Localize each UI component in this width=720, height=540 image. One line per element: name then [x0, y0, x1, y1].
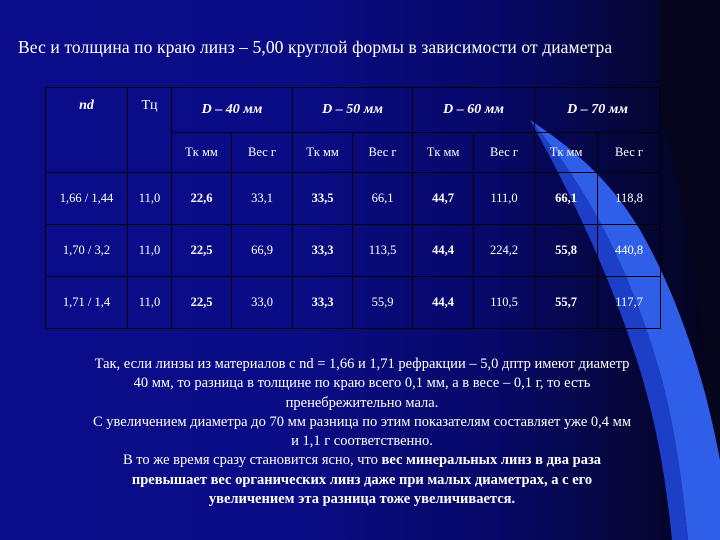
text-emphasis: увеличением эта разница тоже увеличивается.: [208, 491, 516, 508]
table-row: [46, 173, 661, 225]
subheader-tk: Tк мм: [535, 133, 598, 173]
cell-value: 33,3: [293, 225, 353, 277]
header-tc: [128, 88, 172, 173]
cell-value: 66,1: [535, 173, 598, 225]
text-emphasis: превышает вес органических линз даже при малых диаметрах, а с его: [131, 471, 593, 488]
cell-value: 224,2: [474, 225, 535, 277]
lens-data-table: [45, 87, 661, 329]
header-diameter-70: D – 70 мм: [535, 88, 661, 133]
text-line: С увеличением диаметра до 70 мм разница по этим показателям составляет уже 0,4 мм: [92, 413, 632, 430]
cell-tc: 11,0: [128, 173, 172, 225]
text-line: пренебрежительно мала.: [285, 394, 439, 411]
cell-value: 113,5: [353, 225, 413, 277]
text-line: и 1,1 г соответственно.: [291, 433, 433, 450]
text-line: [22, 451, 702, 470]
subheader-tk: Tк мм: [293, 133, 353, 173]
subheader-weight: Вес г: [232, 133, 293, 173]
cell-value: 111,0: [474, 173, 535, 225]
cell-value: 33,5: [293, 173, 353, 225]
cell-value: 118,8: [598, 173, 661, 225]
cell-value: 55,8: [535, 225, 598, 277]
cell-value: 33,1: [232, 173, 293, 225]
cell-value: 33,0: [232, 277, 293, 329]
text-emphasis: вес минеральных линз в два раза: [381, 452, 602, 469]
header-diameter-50: D – 50 мм: [293, 88, 413, 133]
text-line: 40 мм, то разница в толщине по краю всего 0,1 мм, а в весе – 0,1 г, то есть: [133, 375, 591, 392]
cell-nd: 1,66 / 1,44: [46, 173, 128, 225]
header-diameter-60: D – 60 мм: [413, 88, 535, 133]
slide-title: Вес и толщина по краю линз – 5,00 круглой формы в зависимости от диаметра: [18, 37, 613, 57]
cell-value: 55,9: [353, 277, 413, 329]
table-row: [46, 225, 661, 277]
subheader-weight: Вес г: [353, 133, 413, 173]
cell-value: 44,4: [413, 225, 474, 277]
text-fragment: В то же время сразу становится ясно, что: [122, 452, 382, 469]
cell-value: 22,6: [172, 173, 232, 225]
header-nd-label: nd: [79, 98, 94, 113]
cell-value: 44,4: [413, 277, 474, 329]
header-nd: [46, 88, 128, 173]
cell-value: 55,7: [535, 277, 598, 329]
cell-nd: 1,71 / 1,4: [46, 277, 128, 329]
text-line: Так, если линзы из материалов с nd = 1,66 и 1,71 рефракции – 5,0 дптр имеют диаметр: [94, 356, 630, 372]
subheader-tk: Tк мм: [172, 133, 232, 173]
table-header-row: [46, 88, 661, 133]
cell-value: 117,7: [598, 277, 661, 329]
cell-value: 66,1: [353, 173, 413, 225]
cell-tc: 11,0: [128, 225, 172, 277]
subheader-weight: Вес г: [474, 133, 535, 173]
cell-value: 110,5: [474, 277, 535, 329]
text-line-bold: [22, 471, 702, 490]
table-row: [46, 277, 661, 329]
cell-value: 22,5: [172, 225, 232, 277]
cell-value: 440,8: [598, 225, 661, 277]
cell-tc: 11,0: [128, 277, 172, 329]
text-line-bold: [22, 490, 702, 509]
explanation-text: [22, 355, 702, 509]
subheader-tk: Tк мм: [413, 133, 474, 173]
cell-nd: 1,70 / 3,2: [46, 225, 128, 277]
header-tc-label: Tц: [141, 98, 158, 113]
cell-value: 66,9: [232, 225, 293, 277]
header-diameter-40: D – 40 мм: [172, 88, 293, 133]
cell-value: 44,7: [413, 173, 474, 225]
subheader-weight: Вес г: [598, 133, 661, 173]
cell-value: 33,3: [293, 277, 353, 329]
cell-value: 22,5: [172, 277, 232, 329]
